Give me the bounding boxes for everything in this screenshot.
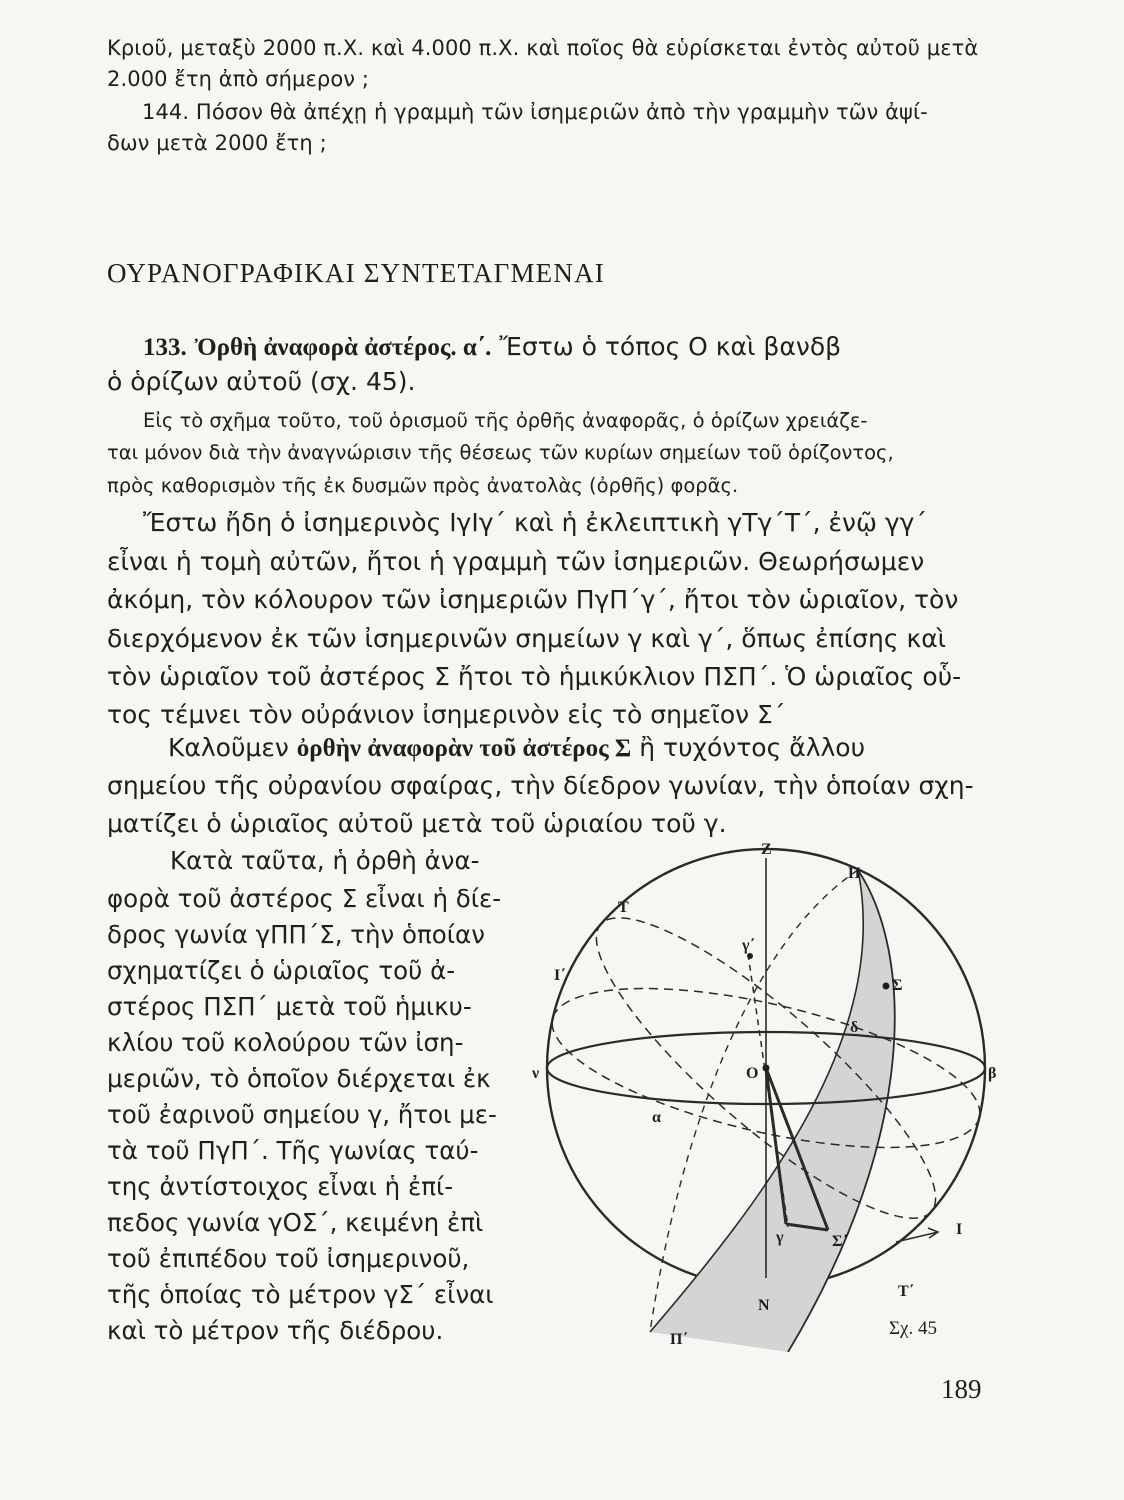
top-text-line-1: Κριοῦ, μεταξὺ 2000 π.Χ. καὶ 4.000 π.Χ. καὶ ποῖος θὰ εὑρίσκεται ἐντὸς αὐτοῦ μετὰ bbox=[107, 36, 979, 60]
column-line-11: πεδος γωνία γΟΣ΄, κειμένη ἐπὶ bbox=[107, 1208, 484, 1237]
column-line-7: μεριῶν, τὸ ὁποῖον διέρχεται ἐκ bbox=[107, 1064, 491, 1093]
paragraph-133-rest: Ἔστω ὁ τόπος Ο καὶ βανδβ bbox=[499, 332, 842, 361]
celestial-sphere-figure bbox=[520, 832, 1040, 1352]
label-n: Ν bbox=[758, 1297, 770, 1314]
paragraph-c-line-1 bbox=[168, 733, 865, 763]
paragraph-title: Ὀρθὴ ἀναφορὰ ἀστέρος. α΄. bbox=[194, 334, 492, 361]
paragraph-b-line-2: εἶναι ἡ τομὴ αὐτῶν, ἤτοι ἡ γραμμὴ τῶν ἰσημεριῶν. Θεωρήσωμεν bbox=[107, 547, 925, 576]
column-line-4: σχηματίζει ὁ ὡριαῖος τοῦ ἀ- bbox=[107, 956, 456, 985]
star-point bbox=[883, 983, 890, 990]
paragraph-b-line-4: διερχόμενον ἐκ τῶν ἰσημερινῶν σημείων γ καὶ γ΄, ὅπως ἐπίσης καὶ bbox=[107, 624, 947, 653]
top-text-line-4: δων μετὰ 2000 ἔτη ; bbox=[107, 131, 327, 155]
label-t: Τ bbox=[618, 899, 629, 916]
column-line-6: κλίου τοῦ κολούρου τῶν ἰση- bbox=[107, 1028, 464, 1057]
column-line-5: στέρος ΠΣΠ΄ μετὰ τοῦ ἡμικυ- bbox=[107, 992, 472, 1021]
label-b: β bbox=[988, 1065, 997, 1082]
small-note-line-2: ται μόνον διὰ τὴν ἀναγνώρισιν τῆς θέσεως τῶν κυρίων σημείων τοῦ ὁρίζοντος, bbox=[107, 441, 894, 464]
label-o: Ο bbox=[746, 1065, 759, 1082]
column-line-12: τοῦ ἐπιπέδου τοῦ ἰσημερινοῦ, bbox=[107, 1244, 470, 1273]
top-text-line-3: 144. Πόσον θὰ ἀπέχῃ ἡ γραμμὴ τῶν ἰσημεριῶν ἀπὸ τὴν γραμμὴν τῶν ἀψί- bbox=[142, 100, 928, 124]
paragraph-133-line-1 bbox=[143, 332, 841, 362]
column-line-14: καὶ τὸ μέτρον τῆς διέδρου. bbox=[107, 1316, 444, 1345]
center-point bbox=[763, 1065, 770, 1072]
page-number: 189 bbox=[941, 1374, 982, 1404]
label-pi: Π bbox=[848, 865, 861, 882]
label-sigma-prime: Σ΄ bbox=[832, 1233, 848, 1250]
small-note-line-3: πρὸς καθορισμὸν τῆς ἐκ δυσμῶν πρὸς ἀνατολὰς (ὀρθῆς) φορᾶς. bbox=[107, 474, 739, 497]
column-line-13: τῆς ὁποίας τὸ μέτρον γΣ΄ εἶναι bbox=[107, 1280, 494, 1309]
column-line-2: φορὰ τοῦ ἀστέρος Σ εἶναι ἡ δίε- bbox=[107, 884, 502, 913]
label-sigma: Σ bbox=[892, 977, 903, 994]
label-gamma-prime: γ΄ bbox=[742, 937, 755, 954]
column-line-9: τὰ τοῦ ΠγΠ΄. Τῆς γωνίας ταύ- bbox=[107, 1136, 479, 1165]
paragraph-number: 133. bbox=[143, 334, 187, 361]
figure-caption: Σχ. 45 bbox=[889, 1318, 937, 1339]
column-line-3: δρος γωνία γΠΠ΄Σ, τὴν ὁποίαν bbox=[107, 920, 485, 949]
label-v: ν bbox=[532, 1065, 540, 1082]
paragraph-b-line-6: τος τέμνει τὸν οὐράνιον ἰσημερινὸν εἰς τὸ σημεῖον Σ΄ bbox=[107, 700, 786, 729]
paragraph-b-line-3: ἀκόμη, τὸν κόλουρον τῶν ἰσημεριῶν ΠγΠ΄γ΄, ἤτοι τὸν ὡριαῖον, τὸν bbox=[107, 585, 959, 614]
column-line-1: Κατὰ ταῦτα, ἡ ὀρθὴ ἀνα- bbox=[170, 846, 480, 875]
label-t-prime: Τ΄ bbox=[898, 1283, 914, 1300]
column-line-10: της ἀντίστοιχος εἶναι ἡ ἐπί- bbox=[107, 1172, 454, 1201]
top-text-line-2: 2.000 ἔτη ἀπὸ σήμερον ; bbox=[107, 67, 370, 91]
definition-term: ὀρθὴν ἀναφορὰν τοῦ ἀστέρος Σ bbox=[296, 735, 632, 762]
label-gamma: γ bbox=[776, 1229, 784, 1246]
paragraph-c-start: Καλοῦμεν bbox=[168, 733, 289, 762]
label-z: Z bbox=[761, 841, 772, 858]
paragraph-c-line-2: σημείου τῆς οὐρανίου σφαίρας, τὴν δίεδρον γωνίαν, τὴν ὁποίαν σχη- bbox=[107, 771, 974, 800]
label-pi-prime: Π΄ bbox=[670, 1331, 688, 1348]
label-i-prime: Ι΄ bbox=[554, 967, 566, 984]
column-line-8: τοῦ ἐαρινοῦ σημείου γ, ἤτοι με- bbox=[107, 1100, 497, 1129]
paragraph-b-line-5: τὸν ὡριαῖον τοῦ ἀστέρος Σ ἤτοι τὸ ἡμικύκλιον ΠΣΠ΄. Ὁ ὡριαῖος οὗ- bbox=[107, 662, 962, 691]
label-delta: δ bbox=[850, 1019, 859, 1036]
paragraph-c-line-3: ματίζει ὁ ὡριαῖος αὐτοῦ μετὰ τοῦ ὡριαίου τοῦ γ. bbox=[107, 809, 727, 838]
paragraph-133-line-2: ὁ ὁρίζων αὐτοῦ (σχ. 45). bbox=[107, 367, 416, 396]
small-note-line-1: Εἰς τὸ σχῆμα τοῦτο, τοῦ ὁρισμοῦ τῆς ὀρθῆς ἀναφορᾶς, ὁ ὁρίζων χρειάζε- bbox=[143, 409, 868, 432]
label-alpha: α bbox=[652, 1109, 661, 1126]
paragraph-c-end: ἢ τυχόντος ἄλλου bbox=[639, 733, 866, 762]
label-i: Ι bbox=[956, 1221, 963, 1238]
paragraph-b-line-1: Ἔστω ἤδη ὁ ἰσημερινὸς ΙγΙγ΄ καὶ ἡ ἐκλειπτικὴ γΤγ΄Τ΄, ἐνῷ γγ΄ bbox=[143, 508, 927, 537]
section-heading: ΟΥΡΑΝΟΓΡΑΦΙΚΑΙ ΣΥΝΤΕΤΑΓΜΕΝΑΙ bbox=[107, 258, 605, 288]
